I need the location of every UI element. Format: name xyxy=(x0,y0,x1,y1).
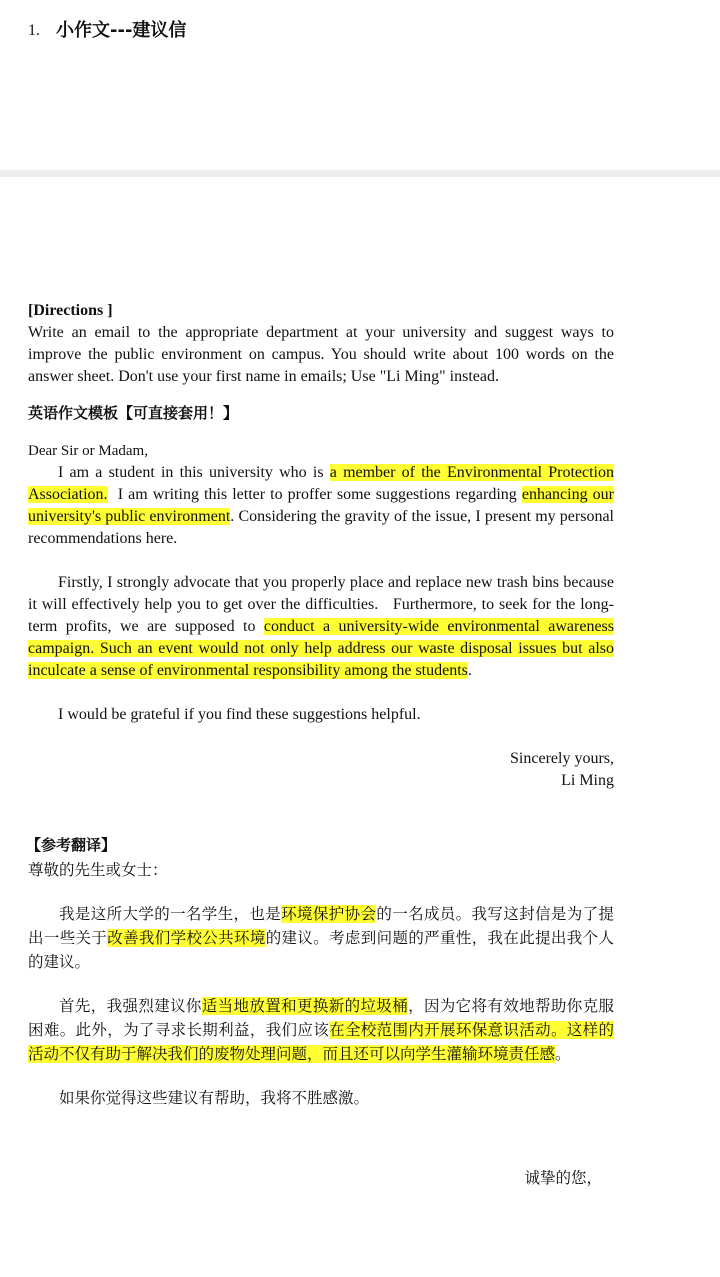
directions-heading: [Directions ] xyxy=(28,302,113,319)
translation-p2-highlight-1: 适当地放置和更换新的垃圾桶 xyxy=(201,997,409,1015)
question-title: 小作文---建议信 xyxy=(56,20,187,41)
translation-p1-text-3: 的建议。考虑到问题的严重性，我在此提出我个人的建议。 xyxy=(28,929,614,971)
letter-p2-text-1: Firstly, I strongly advocate that you properly place and replace new trash bins because it will effectively help you to get over the difficulties. Furthermore, to seek for the long-term profits, we are supposed to xyxy=(28,574,618,635)
template-heading: 英语作文模板【可直接套用！】 xyxy=(28,404,239,422)
letter-p2-text-2: . xyxy=(467,662,472,679)
translation-greeting: 尊敬的先生或女士： xyxy=(28,861,168,879)
translation-p2-highlight-2: 在全校范围内开展环保意识活动。这样的活动不仅有助于解决我们的废物处理问题，而且还可以向学生灌输环境责任感 xyxy=(28,1021,614,1063)
letter-p1-text-1: I am a student in this university who is xyxy=(58,464,330,481)
translation-p1-highlight-2: 改善我们学校公共环境 xyxy=(107,929,266,947)
letter-p1-highlight-2: enhancing our university's public environment xyxy=(28,486,614,525)
translation-p2-text-2: ，因为它将有效地帮助你克服困难。此外，为了寻求长期利益，我们应该 xyxy=(28,997,614,1039)
letter-signature: Li Ming xyxy=(561,772,614,789)
letter-paragraph-3: I would be grateful if you find these suggestions helpful. xyxy=(58,706,421,723)
letter-closing: Sincerely yours, xyxy=(510,750,614,767)
page-divider xyxy=(0,170,720,177)
translation-p1-highlight-1: 环境保护协会 xyxy=(281,905,377,923)
letter-p2-highlight-1: conduct a university-wide environmental awareness campaign. Such an event would not only help address our waste disposal issues but also inculcate a sense of environmental responsibility among the students xyxy=(28,618,615,679)
translation-paragraph-3: 如果你觉得这些建议有帮助，我将不胜感激。 xyxy=(59,1089,370,1107)
document-body xyxy=(26,300,618,1190)
translation-p1-text-2: 的一名成员。我写这封信是为了提出一些关于 xyxy=(28,905,614,947)
translation-heading: 【参考翻译】 xyxy=(26,836,117,854)
translation-p1-text-1: 我是这所大学的一名学生，也是 xyxy=(59,905,282,923)
question-heading xyxy=(28,16,186,45)
letter-paragraph-2 xyxy=(28,572,618,682)
previous-page xyxy=(0,0,720,170)
letter-greeting: Dear Sir or Madam, xyxy=(28,443,148,459)
letter-p1-highlight-1: a member of the Environmental Protection Association. xyxy=(28,464,615,503)
directions-text: Write an email to the appropriate department at your university and suggest ways to improve the public environment on campus. You should write about 100 words on the answer sheet. Don't use your first name in emails; Use "Li Ming" instead. xyxy=(28,324,614,385)
letter-paragraph-1 xyxy=(28,462,614,550)
translation-paragraph-2 xyxy=(28,994,614,1066)
letter-p1-text-2: I am writing this letter to proffer some suggestions regarding xyxy=(107,486,522,503)
translation-p2-text-1: 首先，我强烈建议你 xyxy=(59,997,202,1015)
question-number: 1. xyxy=(28,22,40,39)
letter-p1-text-3: . Considering the gravity of the issue, I present my personal recommendations here. xyxy=(28,508,614,547)
translation-p2-text-3: 。 xyxy=(555,1045,571,1063)
translation-closing: 诚挚的您， xyxy=(524,1169,602,1187)
translation-paragraph-1 xyxy=(28,902,614,974)
